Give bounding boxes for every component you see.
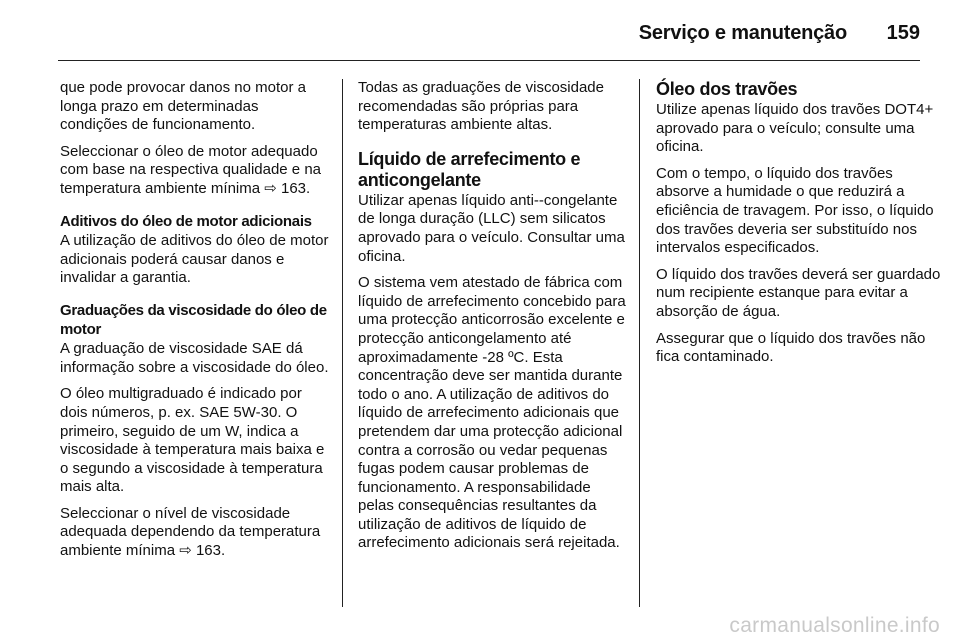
paragraph: A graduação de viscosidade SAE dá informação sobre a viscosidade do óleo.	[60, 340, 329, 376]
paragraph: Todas as graduações de viscosidade recomendadas são próprias para temperaturas ambiente altas.	[358, 79, 604, 134]
paragraph: A utilização de aditivos do óleo de motor adicionais poderá causar danos e invalidar a garantia.	[60, 232, 329, 287]
paragraph: O sistema vem atestado de fábrica com líquido de arrefecimento concebido para uma protecção anticorrosão excelente e protecção anticongelamento até aproximadamente -28 ºC. Esta concentração deve ser mantida durante todo o ano. A utilização de aditivos do líquido de arrefecimento adicionais que pretendem dar uma protecção adicional contra a corrosão ou vedar pequenas fugas podem causar problemas de funcionamento. A responsabilidade pelas consequências resultantes da utilização de aditivos de líquido de arrefecimento adicionais será rejeitada.	[358, 274, 626, 552]
paragraph: O líquido dos travões deverá ser guardado num recipiente estanque para evitar a absorção de água.	[656, 265, 941, 320]
column-1	[60, 79, 330, 569]
paragraph: Utilizar apenas líquido anti--congelante de longa duração (LLC) sem silicatos aprovado para o veículo. Consultar uma oficina.	[358, 191, 625, 265]
paragraph: Seleccionar o óleo de motor adequado com base na respectiva qualidade e na temperatura ambiente mínima ⇨ 163.	[60, 142, 322, 197]
page-header	[0, 0, 960, 62]
paragraph: O óleo multigraduado é indicado por dois números, p. ex. SAE 5W-30. O primeiro, seguido de um W, indica a viscosidade à temperatura mais baixa e o segundo a viscosidade à temperatura mais alta.	[60, 385, 325, 496]
paragraph: Seleccionar o nível de viscosidade adequada dependendo da temperatura ambiente mínima ⇨ 163.	[60, 504, 321, 560]
section-title: Serviço e manutenção	[638, 22, 847, 44]
column-3	[656, 79, 946, 375]
column-divider	[639, 79, 640, 607]
watermark: carmanualsonline.info	[729, 614, 940, 637]
header-divider	[58, 60, 920, 61]
paragraph: Assegurar que o líquido dos travões não fica contaminado.	[656, 329, 926, 366]
heading-coolant: Líquido de arrefecimento e anticongelante	[358, 148, 581, 190]
paragraph: que pode provocar danos no motor a longa prazo em determinadas condições de funcionamento.	[60, 79, 306, 134]
page-number: 159	[886, 22, 920, 44]
paragraph: Com o tempo, o líquido dos travões absorve a humidade o que reduzirá a eficiência de travagem. Por isso, o líquido dos travões deveria ser substituído nos intervalos especificados.	[656, 164, 934, 257]
column-2	[358, 79, 630, 561]
heading-brake-fluid: Óleo dos travões	[656, 79, 798, 99]
subheading-viscosity: Graduações da viscosidade do óleo de motor	[60, 301, 327, 338]
column-divider	[342, 79, 343, 607]
paragraph: Utilize apenas líquido dos travões DOT4+ aprovado para o veículo; consulte uma oficina.	[656, 101, 934, 156]
subheading-additives: Aditivos do óleo de motor adicionais	[60, 212, 312, 230]
